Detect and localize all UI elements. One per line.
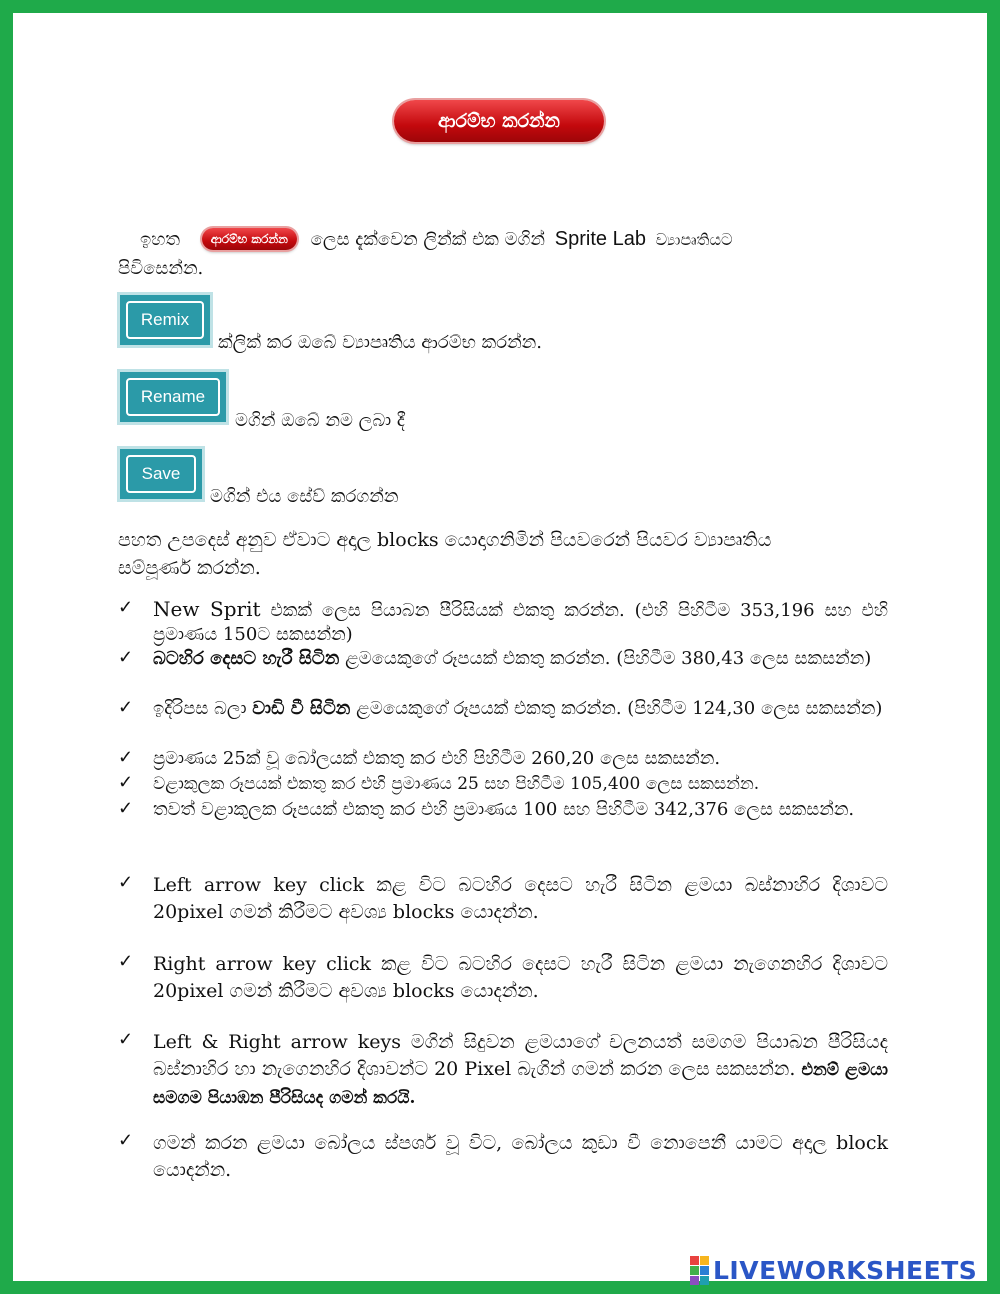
step-3-pre: ඉදිරිපස බලා — [153, 698, 253, 719]
save-label: Save — [126, 455, 196, 493]
remix-label: Remix — [126, 301, 204, 339]
task-2-text: කළ විට බටහිර දෙසට හැරී සිටින ළමයා නැගෙනහිර දිශාවට 20pixel ගමන් කිරීමට අවශ්‍ය blocks යොදන්න. — [153, 953, 889, 1002]
step-4 — [118, 747, 888, 771]
app-name: Sprite Lab — [554, 228, 646, 250]
check-icon: ✓ — [118, 798, 134, 819]
step-5-text: වළාකුලක රූපයක් එකතු කර එහි ප්‍රමාණය 25 සහ පිහිටීම 105,400 ලෙස සකසන්න. — [153, 774, 760, 794]
step-6 — [118, 798, 888, 822]
step-1-text: එකක් ලෙස පියාබන පීරිසියක් එකතු කරන්න. (එහි පිහිටීම 353,196 සහ එහි ප්‍රමාණය 150ට සකසන්න) — [153, 600, 889, 645]
check-icon: ✓ — [118, 772, 134, 793]
rename-label: Rename — [126, 378, 220, 416]
inline-start-button[interactable]: ආරම්භ කරන්න — [202, 228, 297, 250]
intro-line — [140, 226, 733, 253]
step-4-text: ප්‍රමාණය 25ක් වූ බෝලයක් එකතු කර එහි පිහිටීම 260,20 ලෙස සකසන්න. — [153, 748, 721, 769]
step-1-sprite: New Sprit — [153, 597, 261, 621]
task-1-key: Left arrow key click — [153, 874, 365, 896]
task-1-text: කළ විට බටහිර දෙසට හැරී සිටින ළමයා බස්නාහිර දිශාවට 20pixel ගමන් කිරීමට අවශ්‍ය blocks යොදන්න. — [153, 874, 888, 923]
check-icon: ✓ — [118, 872, 134, 893]
step-2-bold: බටහිර දෙසට හැරී සිටින — [153, 648, 340, 669]
task-1 — [118, 872, 888, 926]
logo-blocks-icon — [690, 1256, 709, 1285]
check-icon: ✓ — [118, 1029, 134, 1050]
task-3-key: Left & Right arrow keys — [153, 1031, 401, 1053]
logo-text: LIVEWORKSHEETS — [713, 1255, 978, 1285]
liveworksheets-logo — [690, 1255, 977, 1285]
step-3-bold: වාඩි වී සිටින — [252, 698, 351, 719]
step-5 — [118, 772, 888, 796]
task-2-key: Right arrow key click — [153, 953, 372, 975]
step-2-text: ළමයෙකුගේ රූපයක් එකතු කරන්න. (පිහිටීම 380,43 ලෙස සකසන්න) — [339, 648, 872, 669]
task-4-text: ගමන් කරන ළමයා බෝලය ස්පර්ශ වූ විට, බෝලය කුඩා වී නොපෙනී යාමට අදාල block යොදන්න. — [153, 1132, 888, 1181]
rename-button[interactable] — [117, 369, 229, 425]
check-icon: ✓ — [118, 597, 134, 618]
intro-prefix: ඉහත — [140, 229, 181, 250]
save-text: මගින් එය සේව් කරගන්න — [210, 486, 399, 507]
step-3-text: ළමයෙකුගේ රූපයක් එකතු කරන්න. (පිහිටීම 124,30 ලෙස සකසන්න) — [350, 698, 883, 719]
task-3 — [118, 1029, 888, 1112]
task-3-bold: එනම් ළමයා සමගම පියාඹන පීරිසියද ගමන් කරයි. — [153, 1060, 888, 1108]
intro-mid: ලෙස දැක්වෙන ලින්ක් එක මගින් — [310, 229, 546, 250]
step-1 — [118, 597, 888, 647]
task-3-text: මගින් සිදුවන ළමයාගේ චලනයත් සමගම පියාබන පීරිසියද බස්නාහිර හා නැගෙනහිර දිශාවන්ට 20 Pixel බැගින් ගමන් කරන ලෙස සකසන්න. — [153, 1031, 888, 1080]
instructions-line-2: සම්පූර්ණ කරන්න. — [118, 557, 261, 579]
remix-text: ක්ලික් කර ඔබේ ව්‍යාපෘතිය ආරම්භ කරන්න. — [218, 332, 543, 353]
intro-suffix: ව්‍යාපෘතියට — [655, 230, 733, 249]
step-2 — [118, 647, 888, 671]
intro-line-2: පිවිසෙන්න. — [118, 258, 204, 279]
save-button[interactable] — [117, 446, 205, 502]
check-icon: ✓ — [118, 647, 134, 668]
check-icon: ✓ — [118, 951, 134, 972]
check-icon: ✓ — [118, 747, 134, 768]
task-4 — [118, 1130, 888, 1184]
task-2 — [118, 951, 888, 1005]
step-3 — [118, 697, 888, 721]
check-icon: ✓ — [118, 1130, 134, 1151]
instructions-line-1: පහත උපදෙස් අනුව ඒවාට අදාල blocks යොදාගනිමින් පියවරෙන් පියවර ව්‍යාපෘතිය — [118, 529, 772, 551]
check-icon: ✓ — [118, 697, 134, 718]
step-6-text: තවත් වළාකුලක රූපයක් එකතු කර එහි ප්‍රමාණය 100 සහ පිහිටීම 342,376 ලෙස සකසන්න. — [153, 799, 855, 820]
rename-text: මගින් ඔබේ නම ලබා දී — [235, 410, 405, 431]
remix-button[interactable] — [117, 292, 213, 348]
start-button[interactable]: ආරම්භ කරන්න — [394, 100, 604, 142]
